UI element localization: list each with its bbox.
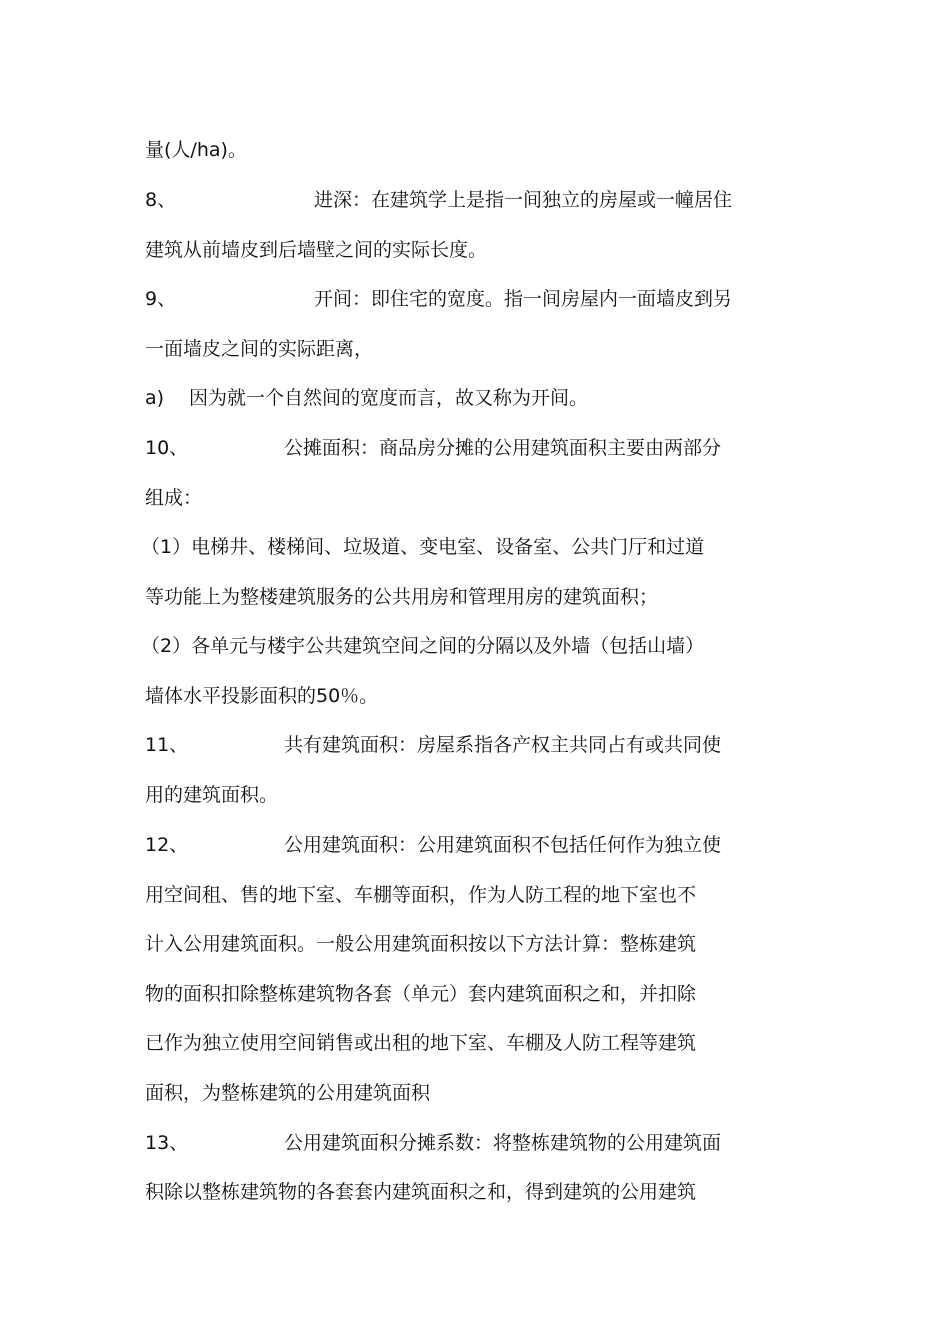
item-number: 12、: [145, 834, 189, 856]
definition-item-13: [145, 1118, 809, 1168]
sub-item-a: [145, 373, 809, 423]
text-line: 用空间租、售的地下室、车棚等面积，作为人防工程的地下室也不: [145, 884, 697, 906]
item-text: 共有建筑面积：房屋系指各产权主共同占有或共同使: [284, 734, 722, 756]
text-line: 已作为独立使用空间销售或出租的地下室、车棚及人防工程等建筑: [145, 1032, 697, 1054]
text-line: 物的面积扣除整栋建筑物各套（单元）套内建筑面积之和，并扣除: [145, 983, 697, 1005]
text-line: 组成：: [145, 487, 203, 509]
definition-item-8: [145, 175, 809, 225]
sub-item-text: 因为就一个自然间的宽度而言，故又称为开间。: [189, 387, 589, 409]
text-line: （2）各单元与楼宇公共建筑空间之间的分隔以及外墙（包括山墙）: [141, 635, 705, 657]
item-text: 公用建筑面积：公用建筑面积不包括任何作为独立使: [284, 834, 722, 856]
item-text: 开间：即住宅的宽度。指一间房屋内一面墙皮到另: [314, 288, 733, 310]
definition-item-9: [145, 274, 809, 324]
text-line: 积除以整栋建筑物的各套套内建筑面积之和，得到建筑的公用建筑: [145, 1181, 697, 1203]
item-number: 13、: [145, 1132, 189, 1154]
definition-item-11: [145, 720, 809, 770]
text-line: 等功能上为整楼建筑服务的公共用房和管理用房的建筑面积；: [145, 586, 659, 608]
text-line: 量(人/ha)。: [145, 139, 247, 161]
item-number: 11、: [145, 734, 189, 756]
text-line: 计入公用建筑面积。一般公用建筑面积按以下方法计算：整栋建筑: [145, 933, 697, 955]
item-number: 9、: [145, 288, 177, 310]
definition-item-12: [145, 820, 809, 870]
item-number: 10、: [145, 437, 189, 459]
item-text: 进深：在建筑学上是指一间独立的房屋或一幢居住: [314, 189, 733, 211]
item-text: 公用建筑面积分摊系数：将整栋建筑物的公用建筑面: [284, 1132, 722, 1154]
text-line: （1）电梯井、楼梯间、垃圾道、变电室、设备室、公共门厅和过道: [141, 536, 705, 558]
definition-item-10: [145, 423, 809, 473]
text-line: 建筑从前墙皮到后墙壁之间的实际长度。: [145, 239, 488, 261]
sub-item-marker: a): [145, 387, 165, 409]
item-text: 公摊面积：商品房分摊的公用建筑面积主要由两部分: [284, 437, 722, 459]
text-line: 墙体水平投影面积的50％。: [145, 685, 379, 707]
text-line: 一面墙皮之间的实际距离，: [145, 338, 374, 360]
text-line: 面积，为整栋建筑的公用建筑面积: [145, 1082, 431, 1104]
item-number: 8、: [145, 189, 177, 211]
text-line: 用的建筑面积。: [145, 784, 279, 806]
